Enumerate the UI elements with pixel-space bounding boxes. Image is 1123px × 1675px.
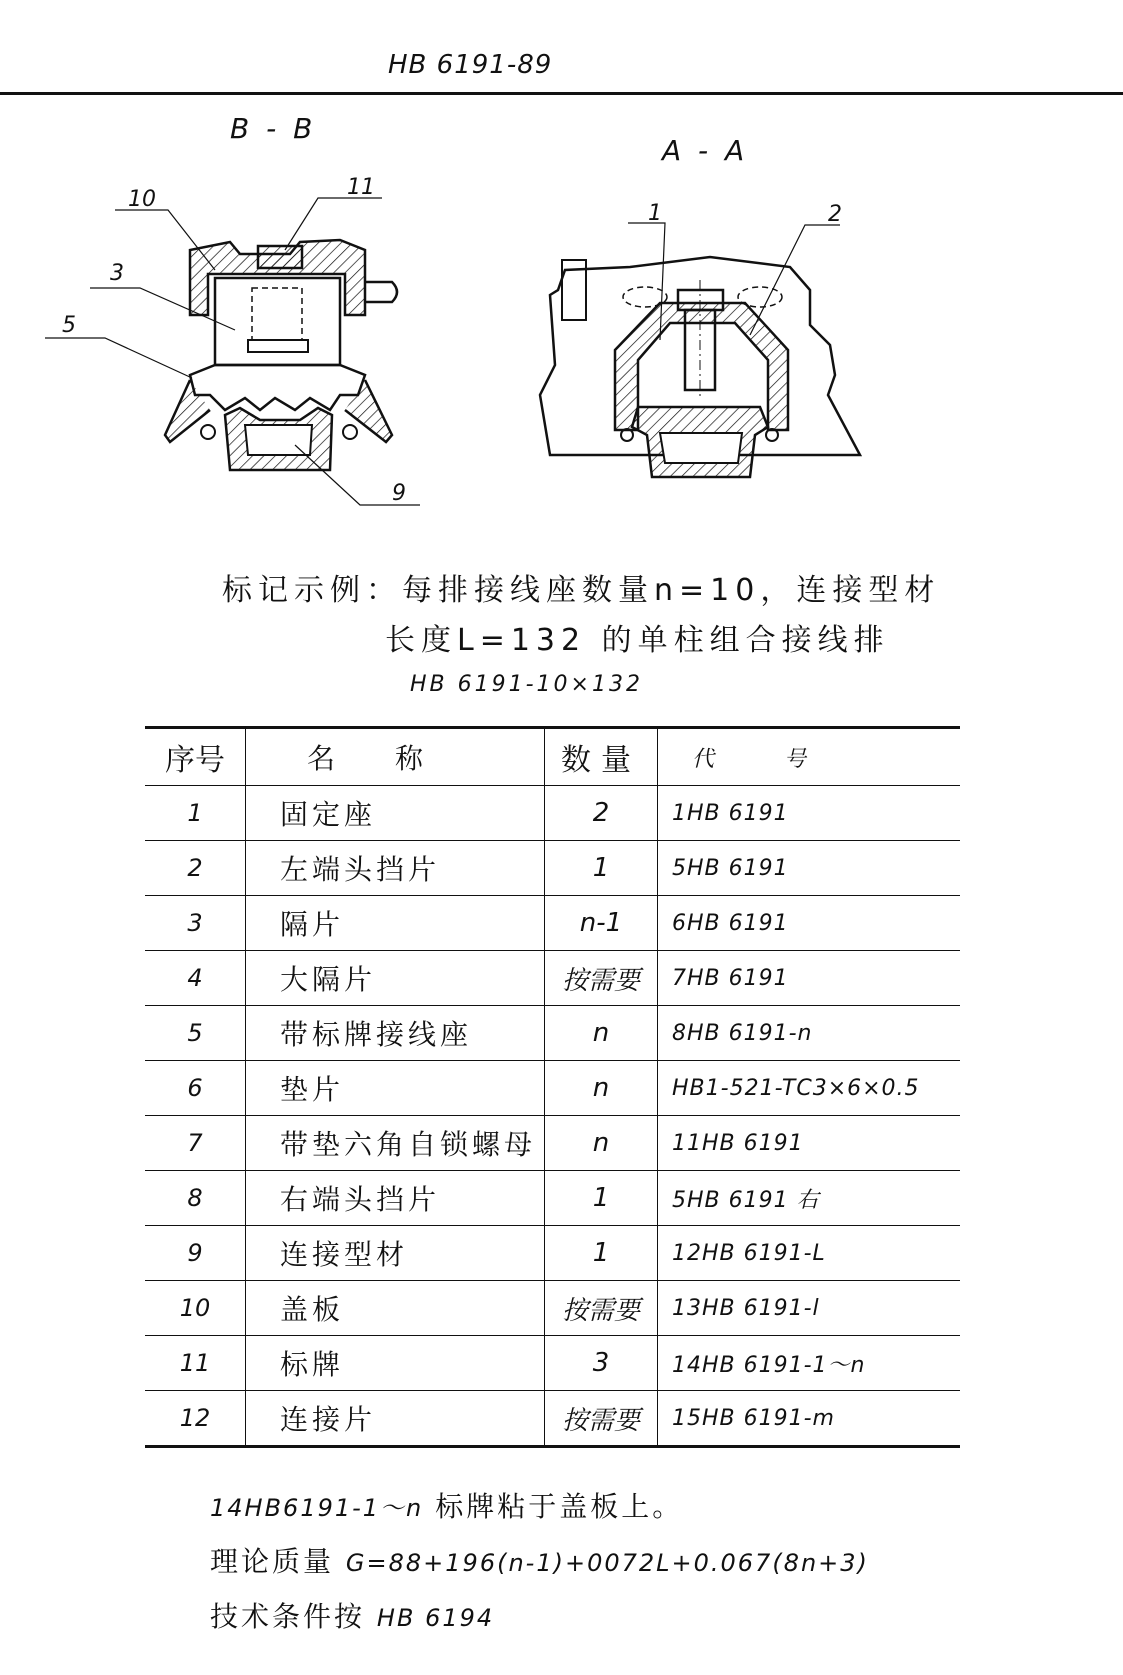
row-code: 1HB 6191 xyxy=(658,786,961,841)
callout-1: 1 xyxy=(648,201,662,226)
footnote-tech-label: 技术条件按 xyxy=(210,1600,366,1633)
callout-5: 5 xyxy=(62,313,76,338)
section-label-b-b: B - B xyxy=(230,112,317,145)
table-header-row xyxy=(145,728,960,786)
table-row xyxy=(145,1336,960,1391)
footnote-mass-formula: G=88+196(n-1)+0072L+0.067(8n+3) xyxy=(345,1549,869,1577)
row-no: 8 xyxy=(145,1171,246,1226)
left-rivet-shape xyxy=(201,425,215,439)
row-no: 3 xyxy=(145,896,246,951)
row-qty: 1 xyxy=(545,1171,658,1226)
table-row xyxy=(145,1061,960,1116)
callout-9: 9 xyxy=(392,481,406,506)
leader-5 xyxy=(45,338,192,378)
row-code: 11HB 6191 xyxy=(658,1116,961,1171)
base-shape xyxy=(190,365,365,410)
row-name: 带垫六角自锁螺母 xyxy=(246,1116,545,1171)
marking-example-code: HB 6191-10×132 xyxy=(410,672,643,697)
header-code: 代号 xyxy=(658,728,961,786)
row-code: 13HB 6191-l xyxy=(658,1281,961,1336)
row-qty: 1 xyxy=(545,841,658,896)
leader-2 xyxy=(750,225,840,335)
row-name: 隔片 xyxy=(246,896,545,951)
callout-10: 10 xyxy=(128,187,156,212)
row-no: 7 xyxy=(145,1116,246,1171)
profile-inner-shape xyxy=(245,425,312,455)
row-qty: 按需要 xyxy=(545,1391,658,1447)
row-no: 5 xyxy=(145,1006,246,1061)
bottom-profile-inner xyxy=(660,433,742,463)
footnote-tech xyxy=(210,1595,494,1635)
row-code: 5HB 6191 xyxy=(658,841,961,896)
row-name: 右端头挡片 xyxy=(246,1171,545,1226)
row-qty: 2 xyxy=(545,786,658,841)
row-name: 垫片 xyxy=(246,1061,545,1116)
header-rule xyxy=(0,92,1123,95)
section-a-a-drawing xyxy=(510,195,880,485)
table-row xyxy=(145,1226,960,1281)
row-code: 6HB 6191 xyxy=(658,896,961,951)
callout-3: 3 xyxy=(110,261,124,286)
marking-example-line2: 长度L=132 的单柱组合接线排 xyxy=(385,623,890,658)
row-name: 固定座 xyxy=(246,786,545,841)
row-code: 15HB 6191-m xyxy=(658,1391,961,1447)
row-qty: 按需要 xyxy=(545,951,658,1006)
row-qty: 按需要 xyxy=(545,1281,658,1336)
row-qty: 3 xyxy=(545,1336,658,1391)
row-qty: n xyxy=(545,1006,658,1061)
row-name: 标牌 xyxy=(246,1336,545,1391)
footnote-mass xyxy=(210,1540,869,1580)
row-qty: n-1 xyxy=(545,896,658,951)
parts-table xyxy=(145,726,960,1448)
right-rivet-shape xyxy=(343,425,357,439)
callout-2: 2 xyxy=(828,202,842,227)
header-name: 名称 xyxy=(246,728,545,786)
row-name: 带标牌接线座 xyxy=(246,1006,545,1061)
table-row xyxy=(145,951,960,1006)
row-name: 连接型材 xyxy=(246,1226,545,1281)
row-name: 连接片 xyxy=(246,1391,545,1447)
row-code: 8HB 6191-n xyxy=(658,1006,961,1061)
header-qty: 数量 xyxy=(545,728,658,786)
footnote-label-code: 14HB6191-1～n xyxy=(210,1494,424,1522)
row-code: 7HB 6191 xyxy=(658,951,961,1006)
table-row xyxy=(145,1391,960,1447)
stud-hidden-shape xyxy=(252,288,302,340)
row-code: HB1-521-TC3×6×0.5 xyxy=(658,1061,961,1116)
row-code: 12HB 6191-L xyxy=(658,1226,961,1281)
left-rail-shape xyxy=(165,380,210,442)
marking-example-line1: 标记示例：每排接线座数量n=10，连接型材 xyxy=(222,573,941,608)
washer-shape xyxy=(248,340,308,352)
footnote-tech-ref: HB 6194 xyxy=(376,1604,495,1632)
row-code: 5HB 6191 右 xyxy=(658,1171,961,1226)
table-row xyxy=(145,1281,960,1336)
row-no: 2 xyxy=(145,841,246,896)
row-no: 1 xyxy=(145,786,246,841)
row-qty: 1 xyxy=(545,1226,658,1281)
row-qty: n xyxy=(545,1061,658,1116)
section-b-b-drawing xyxy=(40,170,480,520)
footnote-label xyxy=(210,1485,683,1525)
table-row xyxy=(145,896,960,951)
table-row xyxy=(145,1171,960,1226)
row-no: 11 xyxy=(145,1336,246,1391)
row-no: 9 xyxy=(145,1226,246,1281)
footnote-mass-label: 理论质量 xyxy=(210,1545,335,1578)
row-no: 10 xyxy=(145,1281,246,1336)
table-row xyxy=(145,1006,960,1061)
row-name: 左端头挡片 xyxy=(246,841,545,896)
row-name: 大隔片 xyxy=(246,951,545,1006)
right-rail-shape xyxy=(345,380,392,442)
leader-3 xyxy=(90,288,235,330)
row-qty: n xyxy=(545,1116,658,1171)
row-no: 6 xyxy=(145,1061,246,1116)
callout-11: 11 xyxy=(347,175,375,200)
section-label-a-a: A - A xyxy=(662,134,749,167)
row-code: 14HB 6191-1～n xyxy=(658,1336,961,1391)
row-no: 12 xyxy=(145,1391,246,1447)
table-row xyxy=(145,1116,960,1171)
side-knob-shape xyxy=(365,282,397,302)
header-no: 序号 xyxy=(145,728,246,786)
row-name: 盖板 xyxy=(246,1281,545,1336)
table-row xyxy=(145,786,960,841)
footnote-label-text: 标牌粘于盖板上。 xyxy=(435,1490,684,1523)
standard-code: HB 6191-89 xyxy=(388,50,553,80)
row-no: 4 xyxy=(145,951,246,1006)
table-row xyxy=(145,841,960,896)
label-tab-shape xyxy=(258,246,302,268)
